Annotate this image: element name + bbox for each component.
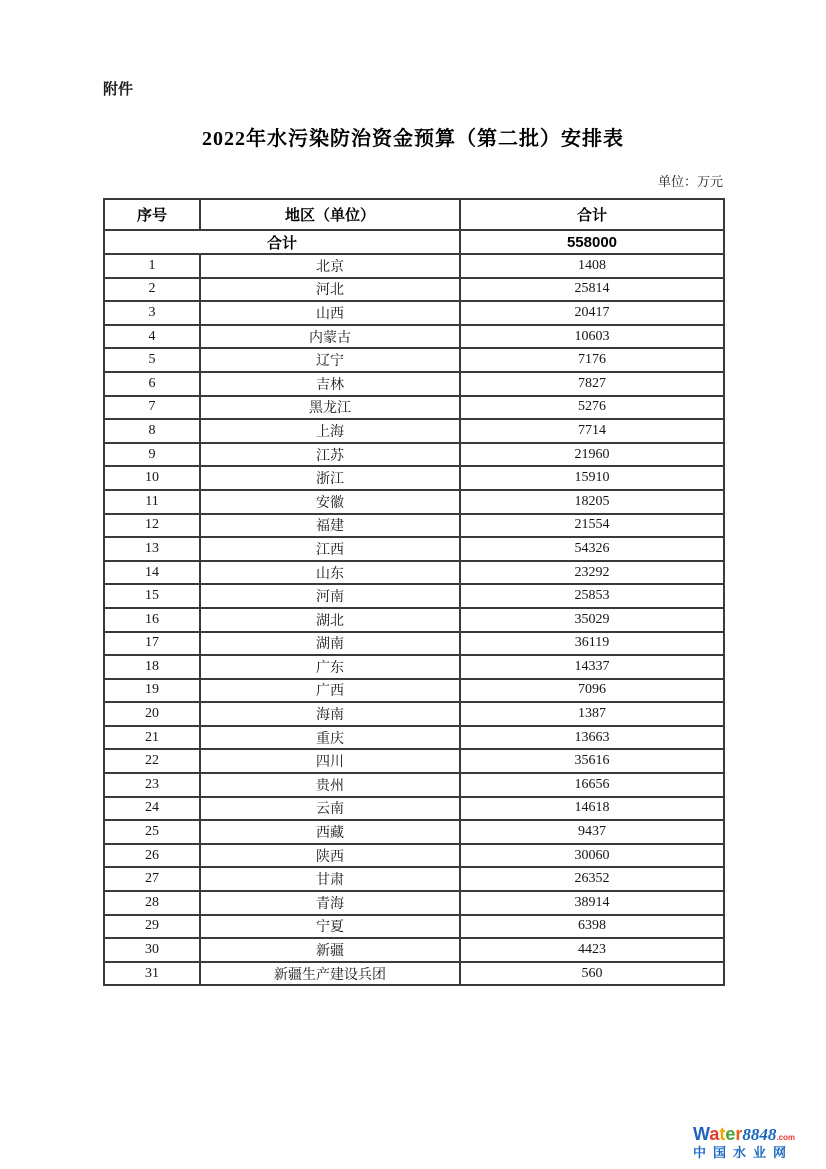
row-region: 四川: [200, 749, 460, 773]
table-row: [104, 773, 724, 797]
row-value: 25853: [460, 584, 724, 608]
table-row: [104, 797, 724, 821]
row-value: 1408: [460, 254, 724, 278]
table-row: [104, 490, 724, 514]
budget-table: [103, 198, 725, 986]
row-no: 12: [104, 514, 200, 538]
row-value: 4423: [460, 938, 724, 962]
row-region: 江西: [200, 537, 460, 561]
table-row: [104, 891, 724, 915]
row-no: 10: [104, 466, 200, 490]
table-row: [104, 655, 724, 679]
row-value: 36119: [460, 632, 724, 656]
table-row: [104, 702, 724, 726]
logo-letter: r: [735, 1123, 743, 1144]
table-row: [104, 608, 724, 632]
row-value: 7827: [460, 372, 724, 396]
table-row: [104, 584, 724, 608]
row-region: 云南: [200, 797, 460, 821]
table-row: [104, 396, 724, 420]
table-row: [104, 749, 724, 773]
row-value: 35029: [460, 608, 724, 632]
table-row: [104, 301, 724, 325]
row-no: 29: [104, 915, 200, 939]
row-no: 14: [104, 561, 200, 585]
table-row: [104, 254, 724, 278]
table-total-row: [104, 230, 724, 254]
row-no: 26: [104, 844, 200, 868]
row-region: 上海: [200, 419, 460, 443]
table-row: [104, 915, 724, 939]
row-no: 15: [104, 584, 200, 608]
table-row: [104, 419, 724, 443]
row-region: 甘肃: [200, 867, 460, 891]
table-header-row: [104, 199, 724, 230]
row-value: 21960: [460, 443, 724, 467]
row-value: 10603: [460, 325, 724, 349]
table-row: [104, 537, 724, 561]
row-no: 13: [104, 537, 200, 561]
row-region: 河南: [200, 584, 460, 608]
row-value: 54326: [460, 537, 724, 561]
table-row: [104, 348, 724, 372]
row-value: 30060: [460, 844, 724, 868]
row-no: 7: [104, 396, 200, 420]
unit-note: 单位：万元: [657, 174, 723, 189]
row-value: 1387: [460, 702, 724, 726]
row-region: 吉林: [200, 372, 460, 396]
row-no: 1: [104, 254, 200, 278]
row-region: 安徽: [200, 490, 460, 514]
table-row: [104, 962, 724, 986]
row-value: 15910: [460, 466, 724, 490]
row-region: 湖南: [200, 632, 460, 656]
row-no: 17: [104, 632, 200, 656]
row-value: 13663: [460, 726, 724, 750]
row-region: 山东: [200, 561, 460, 585]
column-header-no: 序号: [104, 199, 200, 230]
table-row: [104, 561, 724, 585]
table-row: [104, 844, 724, 868]
row-value: 35616: [460, 749, 724, 773]
row-region: 宁夏: [200, 915, 460, 939]
logo-letter: W: [693, 1123, 710, 1144]
row-no: 25: [104, 820, 200, 844]
row-value: 6398: [460, 915, 724, 939]
column-header-region: 地区（单位）: [200, 199, 460, 230]
row-region: 黑龙江: [200, 396, 460, 420]
table-row: [104, 443, 724, 467]
row-no: 5: [104, 348, 200, 372]
row-no: 27: [104, 867, 200, 891]
row-region: 西藏: [200, 820, 460, 844]
table-row: [104, 820, 724, 844]
row-region: 新疆: [200, 938, 460, 962]
row-value: 9437: [460, 820, 724, 844]
row-region: 内蒙古: [200, 325, 460, 349]
row-value: 7714: [460, 419, 724, 443]
page-title: 2022年水污染防治资金预算（第二批）安排表: [202, 128, 624, 150]
column-header-total: 合计: [460, 199, 724, 230]
row-region: 新疆生产建设兵团: [200, 962, 460, 986]
row-no: 16: [104, 608, 200, 632]
row-value: 25814: [460, 278, 724, 302]
table-row: [104, 679, 724, 703]
row-value: 26352: [460, 867, 724, 891]
row-region: 贵州: [200, 773, 460, 797]
row-region: 重庆: [200, 726, 460, 750]
attachment-label: 附件: [103, 81, 134, 98]
total-row-label: 合计: [104, 230, 460, 254]
row-no: 9: [104, 443, 200, 467]
row-region: 江苏: [200, 443, 460, 467]
row-value: 560: [460, 962, 724, 986]
row-no: 28: [104, 891, 200, 915]
table-row: [104, 938, 724, 962]
row-value: 5276: [460, 396, 724, 420]
row-no: 8: [104, 419, 200, 443]
row-region: 河北: [200, 278, 460, 302]
row-region: 广东: [200, 655, 460, 679]
row-value: 14337: [460, 655, 724, 679]
row-no: 22: [104, 749, 200, 773]
table-row: [104, 632, 724, 656]
row-no: 18: [104, 655, 200, 679]
row-no: 20: [104, 702, 200, 726]
row-value: 7096: [460, 679, 724, 703]
row-value: 14618: [460, 797, 724, 821]
row-value: 18205: [460, 490, 724, 514]
water8848-logo: [693, 1125, 819, 1160]
row-no: 3: [104, 301, 200, 325]
logo-com-text: .com: [776, 1132, 796, 1142]
logo-letter: e: [725, 1123, 736, 1144]
logo-letter: t: [719, 1123, 726, 1144]
row-region: 青海: [200, 891, 460, 915]
total-row-value: 558000: [460, 230, 724, 254]
row-region: 山西: [200, 301, 460, 325]
logo-letter: a: [709, 1123, 720, 1144]
row-no: 21: [104, 726, 200, 750]
row-no: 4: [104, 325, 200, 349]
row-value: 21554: [460, 514, 724, 538]
table-row: [104, 466, 724, 490]
row-no: 2: [104, 278, 200, 302]
row-no: 6: [104, 372, 200, 396]
row-region: 北京: [200, 254, 460, 278]
table-row: [104, 372, 724, 396]
logo-water-text: [693, 1123, 743, 1144]
row-region: 湖北: [200, 608, 460, 632]
row-region: 浙江: [200, 466, 460, 490]
row-value: 23292: [460, 561, 724, 585]
row-no: 11: [104, 490, 200, 514]
row-value: 16656: [460, 773, 724, 797]
logo-8848-text: 8848: [742, 1124, 777, 1144]
row-no: 24: [104, 797, 200, 821]
table-row: [104, 325, 724, 349]
row-region: 福建: [200, 514, 460, 538]
row-region: 海南: [200, 702, 460, 726]
row-no: 30: [104, 938, 200, 962]
row-no: 31: [104, 962, 200, 986]
table-row: [104, 514, 724, 538]
row-region: 陕西: [200, 844, 460, 868]
row-no: 23: [104, 773, 200, 797]
logo-site-name: 中国水业网: [693, 1145, 794, 1161]
row-region: 辽宁: [200, 348, 460, 372]
row-no: 19: [104, 679, 200, 703]
table-row: [104, 867, 724, 891]
row-value: 38914: [460, 891, 724, 915]
row-region: 广西: [200, 679, 460, 703]
row-value: 20417: [460, 301, 724, 325]
table-row: [104, 726, 724, 750]
logo-wordmark: [693, 1125, 819, 1145]
table-row: [104, 278, 724, 302]
row-value: 7176: [460, 348, 724, 372]
